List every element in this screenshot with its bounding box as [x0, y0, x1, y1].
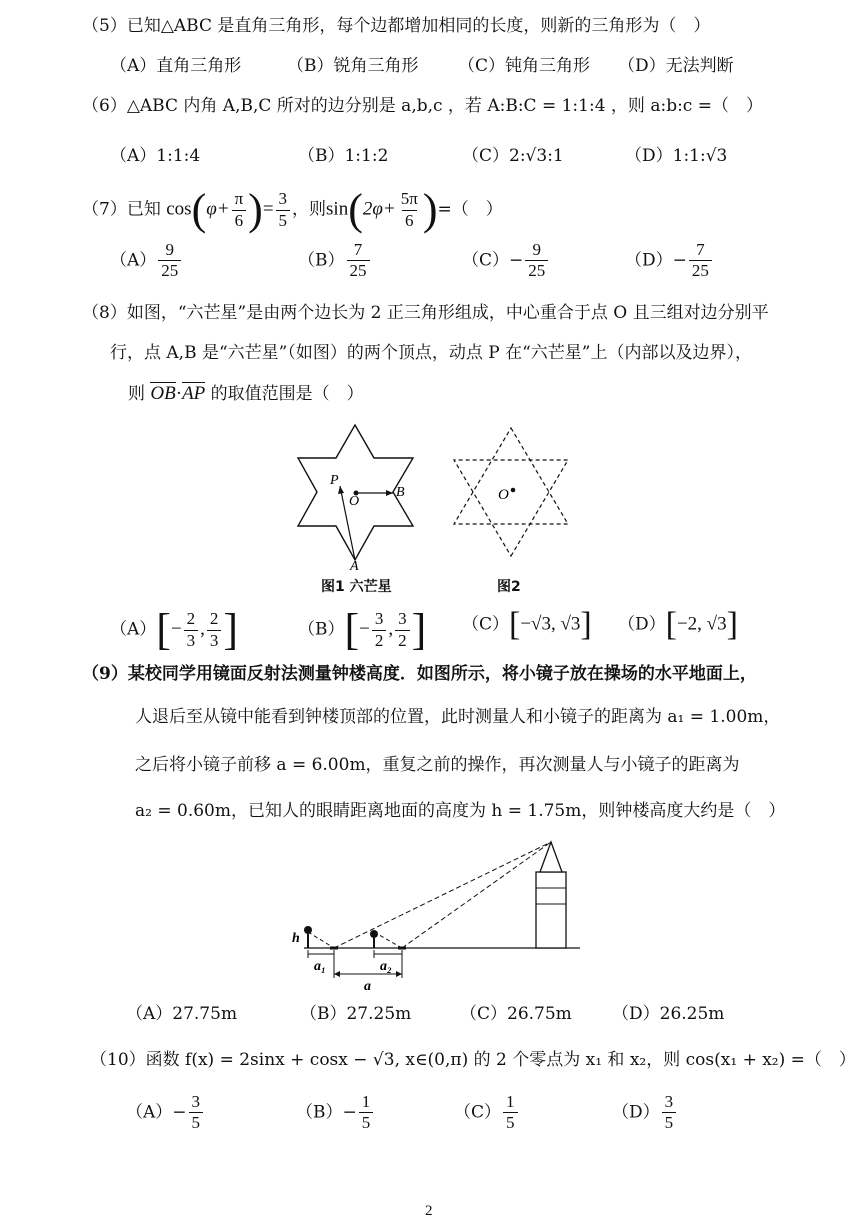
- q10-a-label: （A）−: [126, 1102, 187, 1123]
- q8-option-b: （B）[− $\frac{3}{2}$ , $\frac{3}{2}$ ]: [298, 605, 427, 654]
- tower-roof: [540, 842, 562, 872]
- q5-option-d: （D）无法判断: [618, 56, 734, 76]
- sight-line-1: [334, 842, 551, 948]
- q8-b-frac1: [372, 609, 387, 651]
- q7-c-label: （C）−: [462, 250, 524, 271]
- label-a1: a₁: [314, 959, 326, 974]
- q8-b-bracket-l: [: [344, 605, 360, 654]
- q7-frac-5pi6: [398, 189, 421, 231]
- q7-c-frac: [525, 240, 548, 282]
- q7-six: 6: [232, 210, 247, 231]
- q9-option-c: （C）26.75m: [460, 1004, 572, 1024]
- q8-option-d: [618, 608, 738, 642]
- q7-paren-close: ): [248, 185, 263, 234]
- q10-a-frac: [189, 1092, 204, 1134]
- q9-option-d: （D）26.25m: [612, 1004, 725, 1024]
- q7-frac-35: [276, 189, 291, 231]
- q7-b-num: 7: [353, 240, 363, 259]
- q5-stem: （5）已知△ABC 是直角三角形，每个边都增加相同的长度，则新的三角形为（ ）: [82, 16, 711, 36]
- label-h: h: [292, 931, 300, 946]
- q7-eq: =: [262, 198, 274, 220]
- q8-c-bracket-l: [: [509, 606, 521, 643]
- figure1-caption: 图1 六芒星: [321, 579, 392, 595]
- q8-b-label: （B）: [298, 619, 345, 640]
- q8-a-frac1: [184, 609, 199, 651]
- q8-d-val: −2, √3: [676, 613, 727, 635]
- q8-a2: 2: [209, 609, 219, 629]
- q8-b1: 3: [374, 609, 384, 629]
- q8-line3: [128, 383, 364, 406]
- figure-clock-tower: [290, 830, 590, 1000]
- q10-option-d: [612, 1092, 678, 1134]
- vector-ap-arrow: [338, 486, 344, 494]
- q8-a-bracket-r: ]: [223, 605, 239, 654]
- q8-option-a: （A）[− $\frac{2}{3}$ , $\frac{2}{3}$ ]: [110, 605, 239, 654]
- q10-c-label: （C）: [454, 1102, 502, 1123]
- q10-b-frac: [359, 1092, 374, 1134]
- q7-b-frac: [347, 240, 370, 282]
- q8-d-bracket-r: ]: [726, 606, 738, 643]
- q7-d-frac: [689, 240, 712, 282]
- q7-paren2-close: ): [422, 185, 438, 234]
- q7-option-c: [462, 240, 550, 282]
- figure2-caption: 图2: [497, 579, 521, 595]
- q10-c-num: 1: [506, 1092, 515, 1111]
- q7-paren-open: (: [191, 185, 207, 234]
- q8-vector-ob: OB: [150, 383, 176, 404]
- label-p: P: [330, 473, 339, 488]
- q10-stem: （10）函数 f(x) = 2sinx + cosx − √3, x∈(0,π) 的 2 个零点为 x₁ 和 x₂，则 cos(x₁ + x₂) =（ ）: [90, 1050, 856, 1070]
- q10-a-num: 3: [191, 1092, 201, 1111]
- q10-d-frac: [662, 1092, 677, 1134]
- dim-a-arrow-l: [334, 971, 340, 977]
- q8-line3a: 则: [128, 384, 151, 404]
- q8-b-frac2: [395, 609, 410, 651]
- q8-line2: 行，点 A,B 是“六芒星”（如图）的两个顶点，动点 P 在“六芒星”上（内部以及边界），: [110, 343, 752, 363]
- q8-a1: 2: [186, 609, 196, 629]
- person-2-head: [370, 930, 378, 938]
- q8-d-label: （D）: [618, 614, 666, 635]
- q7-d-num: 7: [696, 240, 705, 259]
- q7-a-label: （A）: [110, 250, 157, 271]
- tower-body: [536, 872, 566, 948]
- q8-b-bracket-r: ]: [411, 605, 427, 654]
- q7-a-frac: [158, 240, 181, 282]
- label-b: B: [396, 485, 405, 500]
- q7-b-label: （B）: [298, 250, 345, 271]
- label-o: O: [349, 494, 360, 509]
- q8-a-label: （A）: [110, 619, 157, 640]
- q9-line2: 人退后至从镜中能看到钟楼顶部的位置，此时测量人和小镜子的距离为 a₁ = 1.00m，: [135, 707, 781, 727]
- q7-phi: φ+: [206, 198, 230, 220]
- q8-c-label: （C）: [462, 614, 510, 635]
- q7-option-a: [110, 240, 183, 282]
- q6-option-c: （C）2:√3:1: [462, 146, 564, 166]
- sight-line-3: [308, 932, 334, 948]
- q10-a-den: 5: [189, 1112, 204, 1133]
- q7-c-num: 9: [532, 240, 542, 259]
- q6-option-d: （D）1:1:√3: [625, 146, 728, 166]
- q7-twophi: 2φ+: [362, 198, 396, 220]
- dim-a-arrow-r: [396, 971, 402, 977]
- q8-b2d: 2: [395, 630, 410, 651]
- q10-d-den: 5: [662, 1112, 677, 1133]
- q10-b-num: 1: [361, 1092, 371, 1111]
- q7-c-den: 25: [525, 260, 548, 281]
- q7-option-d: [625, 240, 714, 282]
- q7-a-num: 9: [165, 240, 175, 259]
- q8-d-bracket-l: [: [665, 606, 677, 643]
- q10-option-a: [126, 1092, 205, 1134]
- q8-a-bracket-l: [: [156, 605, 171, 654]
- person-1-head: [304, 926, 312, 934]
- q6-stem: （6）△ABC 内角 A,B,C 所对的边分别是 a,b,c ，若 A:B:C = 1:1:4 ，则 a:b:c =（ ）: [82, 96, 763, 116]
- q10-d-num: 3: [664, 1092, 674, 1111]
- sight-line-2: [402, 842, 551, 948]
- q7-tail: =（ ）: [437, 199, 503, 220]
- q9-line3: 之后将小镜子前移 a = 6.00m，重复之前的操作，再次测量人与小镜子的距离为: [135, 755, 740, 775]
- label-a: a: [364, 979, 371, 994]
- q7-six-2: 6: [402, 210, 417, 231]
- q7-a-den: 25: [158, 260, 181, 281]
- q8-c-val: −√3, √3: [520, 613, 581, 635]
- q9-option-b: （B）27.25m: [300, 1004, 412, 1024]
- q8-line3b: 的取值范围是（ ）: [205, 384, 364, 404]
- figure1-hexagram: [290, 420, 430, 570]
- point-o-fig2: [511, 488, 516, 493]
- q7-d-den: 25: [689, 260, 712, 281]
- q10-option-c: [454, 1092, 520, 1134]
- q8-a2d: 3: [207, 630, 222, 651]
- q9-option-a: （A）27.75m: [126, 1004, 238, 1024]
- q8-b2: 3: [398, 609, 407, 629]
- q10-c-den: 5: [503, 1112, 518, 1133]
- q5-option-c: （C）钝角三角形: [458, 56, 591, 76]
- q7-b-den: 25: [347, 260, 370, 281]
- q8-a-frac2: [207, 609, 222, 651]
- q10-c-frac: [503, 1092, 518, 1134]
- q7-five: 5: [276, 210, 291, 231]
- q10-b-label: （B）−: [296, 1102, 357, 1123]
- q10-option-b: [296, 1092, 375, 1134]
- label-a2: a₂: [380, 959, 392, 974]
- q7-option-b: [298, 240, 372, 282]
- q7-pi: π: [234, 189, 244, 209]
- q7-then: ，则: [292, 199, 327, 220]
- q7-fivepi: 5π: [400, 189, 418, 209]
- q8-dot: ·: [175, 383, 183, 404]
- sight-line-4: [374, 932, 402, 948]
- vector-ob-arrow: [386, 490, 393, 496]
- q8-c-bracket-r: ]: [580, 606, 592, 643]
- q6-option-a: （A）1:1:4: [110, 146, 201, 166]
- q7-label: （7）已知: [82, 199, 161, 220]
- q9-line1: （9）某校同学用镜面反射法测量钟楼高度．如图所示，将小镜子放在操场的水平地面上，: [82, 664, 757, 684]
- q10-d-label: （D）: [612, 1102, 660, 1123]
- label-a: A: [350, 559, 359, 570]
- q7-d-label: （D）−: [625, 250, 687, 271]
- q5-option-a: （A）直角三角形: [110, 56, 242, 76]
- q8-line1: （8）如图，“六芒星”是由两个边长为 2 正三角形组成，中心重合于点 O 且三组对边分别平: [82, 303, 769, 323]
- q7-stem: [82, 185, 503, 234]
- q8-b1d: 2: [372, 630, 387, 651]
- q8-a1d: 3: [184, 630, 199, 651]
- label-o-fig2: O: [498, 487, 509, 503]
- q9-line4: a₂ = 0.60m，已知人的眼睛距离地面的高度为 h = 1.75m，则钟楼高度大约是（ ）: [135, 801, 786, 821]
- q7-paren2-open: (: [348, 185, 363, 234]
- figure2-hexagram: [448, 420, 578, 570]
- q7-cos: cos: [166, 198, 192, 220]
- triangle-up-dashed: [454, 428, 568, 524]
- q8-option-c: [462, 608, 592, 642]
- q7-sin: sin: [326, 198, 349, 220]
- q8-vector-ap: AP: [182, 383, 206, 404]
- q7-three: 3: [278, 189, 288, 209]
- q7-frac-pi6: [232, 189, 247, 231]
- page-number: 2: [425, 1203, 433, 1219]
- triangle-down-dashed: [454, 460, 568, 556]
- q10-b-den: 5: [359, 1112, 374, 1133]
- q6-option-b: （B）1:1:2: [298, 146, 389, 166]
- q5-option-b: （B）锐角三角形: [287, 56, 419, 76]
